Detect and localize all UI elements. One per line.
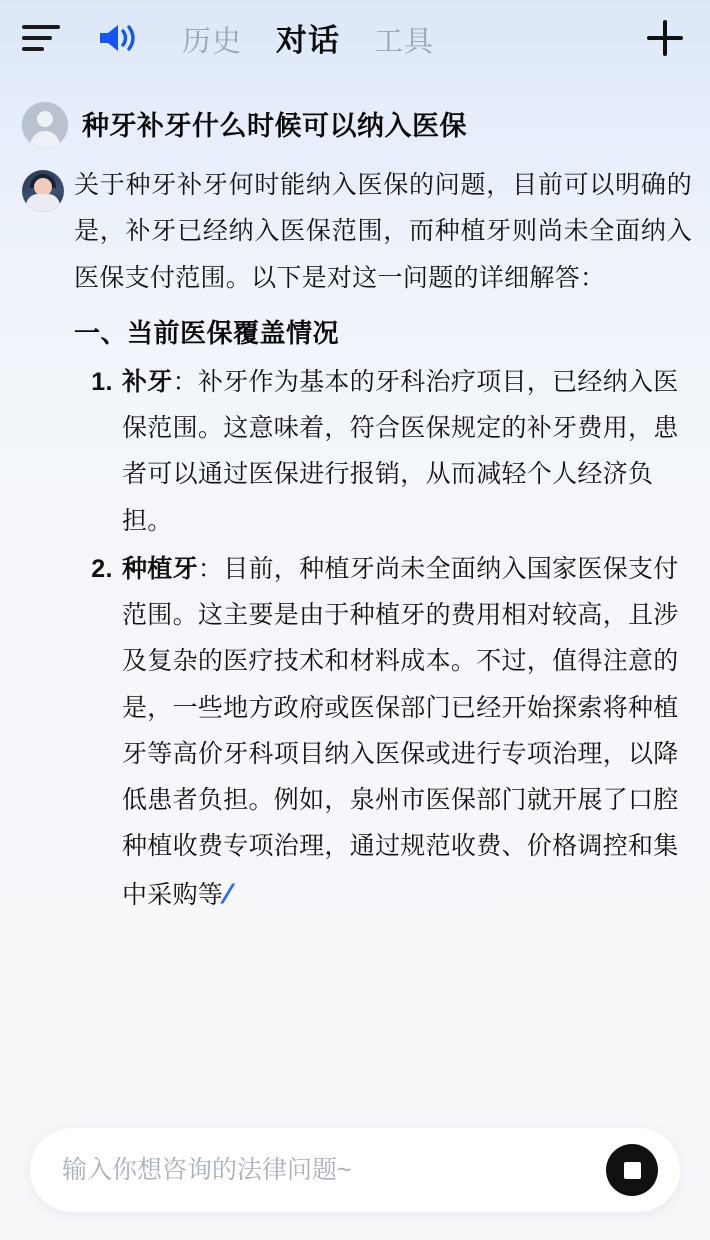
assistant-avatar	[22, 170, 64, 212]
speaker-on-icon[interactable]	[94, 18, 140, 58]
list-item	[120, 359, 692, 544]
tab-history[interactable]: 历史	[182, 25, 243, 58]
home-indicator	[265, 1226, 445, 1231]
list-item-text: ：补牙作为基本的牙科治疗项目，已经纳入医保范围。这意味着，符合医保规定的补牙费用，患者可以通过医保进行报销，从而减轻个人经济负担。	[122, 367, 679, 535]
menu-line-2	[22, 36, 52, 40]
tab-bar	[182, 15, 642, 62]
avatar-body	[26, 194, 60, 212]
menu-line-1	[22, 25, 60, 29]
list-item-text: ：目前，种植牙尚未全面纳入国家医保支付范围。这主要是由于种植牙的费用相对较高，且涉及复杂的医疗技术和材料成本。不过，值得注意的是，一些地方政府或医保部门已经开始探索将种植牙等高价牙科项目纳入医保或进行专项治理，以降低患者负担。例如，泉州市医保部门就开展了口腔种植收费专项治理，通过规范收费、价格调控和集中采购等	[122, 554, 679, 909]
list-item-term: 种植牙	[122, 554, 198, 583]
plus-icon[interactable]	[642, 15, 688, 61]
assistant-message	[22, 162, 692, 922]
top-bar	[0, 0, 710, 76]
stop-square-icon[interactable]	[606, 1144, 658, 1196]
user-avatar	[22, 102, 68, 148]
answer-section-title: 一、当前医保覆盖情况	[74, 317, 340, 348]
tab-chat[interactable]: 对话	[276, 22, 341, 58]
stop-square-glyph	[624, 1162, 641, 1179]
list-item-term: 补牙	[122, 367, 173, 396]
list-item	[120, 546, 692, 920]
user-message	[22, 102, 692, 148]
hamburger-menu-icon[interactable]	[22, 23, 62, 53]
typing-cursor: /	[220, 878, 235, 909]
assistant-message-body	[74, 162, 692, 922]
answer-intro: 关于种牙补牙何时能纳入医保的问题，目前可以明确的是，补牙已经纳入医保范围，而种植牙则尚未全面纳入医保支付范围。以下是对这一问题的详细解答：	[74, 171, 692, 292]
message-input[interactable]	[60, 1155, 606, 1186]
chat-scroll-area[interactable]	[0, 76, 710, 1112]
message-composer[interactable]	[30, 1128, 680, 1212]
menu-line-3	[22, 47, 44, 51]
tab-tools[interactable]: 工具	[374, 25, 435, 58]
user-message-text: 种牙补牙什么时候可以纳入医保	[82, 111, 467, 141]
answer-list	[74, 359, 692, 920]
